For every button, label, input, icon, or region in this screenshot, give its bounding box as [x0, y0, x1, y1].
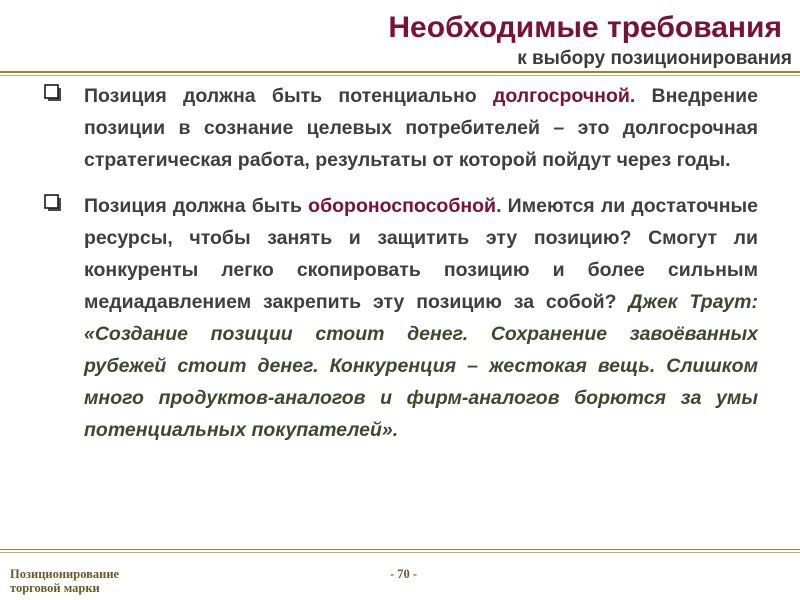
footer-course-title: [10, 567, 119, 595]
bullet-text-start: Позиция должна быть: [84, 195, 309, 217]
page-number: - 70 -: [390, 567, 418, 581]
bullet-text: [84, 190, 758, 446]
header-divider: [0, 71, 800, 73]
footer-line-2: торговой марки: [10, 581, 100, 595]
quote-text: Джек Траут: «Создание позиции стоит денег. Сохранение завоёванных рубежей стоит денег. Конкуренция – жестокая вещь. Слишком много продуктов-аналогов и фирм-аналогов борются за умы потенциальных покупателей».: [84, 291, 758, 441]
bullet-text-rest: . Внедрение позиции в сознание целевых потребителей – это долгосрочная стратегическая работа, результаты от которой пойдут через годы.: [84, 85, 758, 171]
bullet-text: [84, 80, 758, 176]
bullet-text-start: Позиция должна быть потенциально: [84, 85, 493, 107]
bullet-text-rest: . Имеются ли достаточные ресурсы, чтобы занять и защитить эту позицию? Смогут ли конкуренты легко скопировать позицию и более сильным медиадавлением закрепить эту позицию за собой?: [84, 195, 758, 313]
bullet-item: [44, 190, 758, 446]
header-divider-thin: [0, 75, 800, 76]
footer-line-1: Позиционирование: [10, 567, 120, 581]
footer-divider-thin: [0, 552, 800, 553]
hollow-square-icon: [44, 84, 62, 102]
highlight-term: долгосрочной: [492, 85, 630, 107]
footer-divider: [0, 549, 800, 550]
bullet-item: [44, 80, 758, 176]
highlight-term: обороноспособной: [308, 195, 497, 217]
slide-subtitle: к выбору позиционирования: [517, 48, 792, 69]
hollow-square-icon: [44, 194, 62, 212]
bullet-list: [44, 80, 758, 460]
slide-title: Необходимые требования: [388, 11, 782, 44]
